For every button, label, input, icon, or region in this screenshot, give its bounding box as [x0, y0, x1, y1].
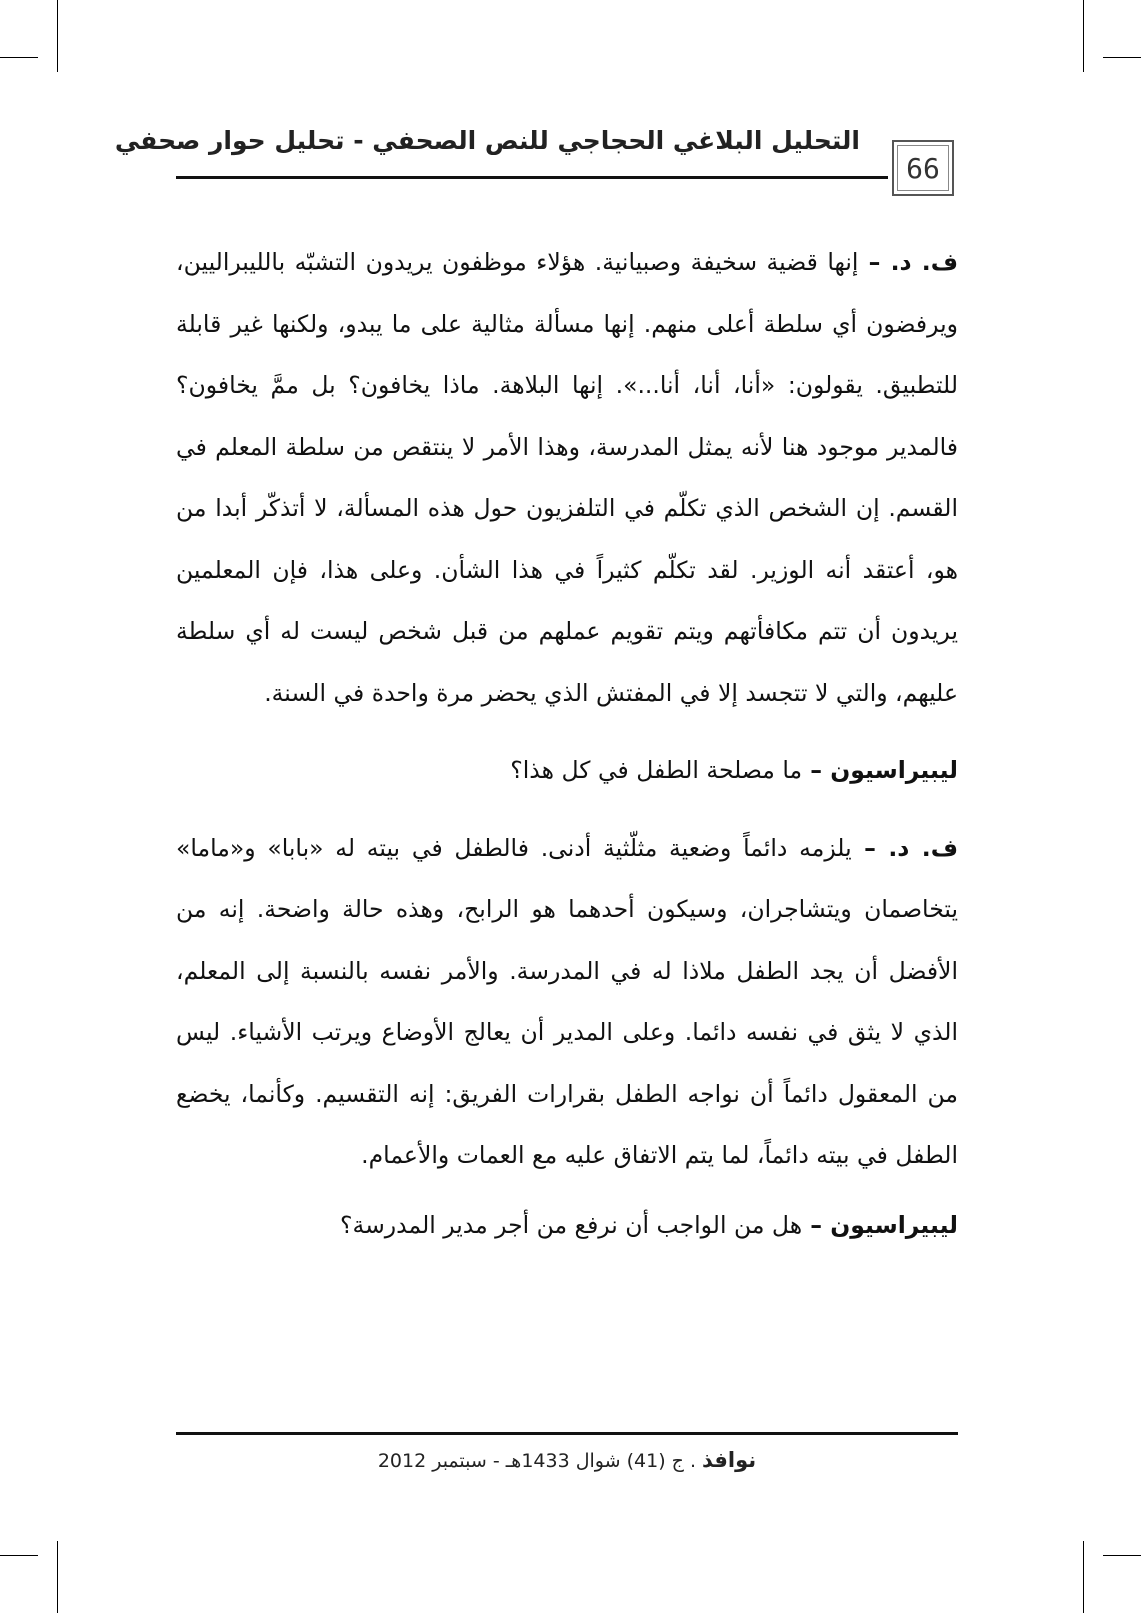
- paragraph-text: هل من الواجب أن نرفع من أجر مدير المدرسة؟: [340, 1210, 803, 1239]
- crop-mark: [0, 1555, 38, 1556]
- paragraph-text: يلزمه دائماً وضعية مثلّثية أدنى. فالطفل في بيته له «بابا» و«ماما» يتخاصمان ويتشاجران، وسيكون أحدهما هو الرابح، وهذه حالة واضحة. إنه من الأفضل أن يجد الطفل ملاذا له في المدرسة. والأمر نفسه بالنسبة إلى المعلم، الذي لا يثق في نفسه دائما. وعلى المدير أن يعالج الأوضاع ويرتب الأشياء. ليس من المعقول دائماً أن نواجه الطفل بقرارات الفريق: إنه التقسيم. وكأنما، يخضع الطفل في بيته دائماً، لما يتم الاتفاق عليه مع العمات والأعمام.: [176, 833, 958, 1169]
- speaker-label: ف. د. –: [858, 248, 958, 276]
- article-body: [176, 232, 958, 1256]
- header-rule: [176, 176, 888, 179]
- crop-mark: [1083, 1541, 1084, 1613]
- interview-answer: [176, 232, 958, 724]
- crop-mark: [1103, 57, 1141, 58]
- crop-mark: [1103, 1555, 1141, 1556]
- interview-question: [176, 740, 958, 802]
- crop-mark: [57, 0, 58, 72]
- crop-mark: [0, 57, 38, 58]
- page-number: 66: [892, 140, 954, 196]
- speaker-label: ف. د. –: [851, 833, 958, 862]
- running-header-title: التحليل البلاغي الحجاجي للنص الصحفي - تحليل حوار صحفي: [114, 126, 860, 155]
- speaker-label: ليبيراسيون –: [802, 1210, 958, 1239]
- journal-brand: نوافذ: [702, 1448, 757, 1472]
- interview-question: [176, 1195, 958, 1257]
- interview-answer: [176, 818, 958, 1187]
- paragraph-text: إنها قضية سخيفة وصبيانية. هؤلاء موظفون يريدون التشبّه بالليبراليين، ويرفضون أي سلطة أعلى منهم. إنها مسألة مثالية على ما يبدو، ولكنها غير قابلة للتطبيق. يقولون: «أنا، أنا، أنا...». إنها البلاهة. ماذا يخافون؟ بل ممَّ يخافون؟ فالمدير موجود هنا لأنه يمثل المدرسة، وهذا الأمر لا ينتقص من سلطة المعلم في القسم. إن الشخص الذي تكلّم في التلفزيون حول هذه المسألة، لا أتذكّر أبدا من هو، أعتقد أنه الوزير. لقد تكلّم كثيراً في هذا الشأن. وعلى هذا، فإن المعلمين يريدون أن تتم مكافأتهم ويتم تقويم عملهم من قبل شخص ليست له أي سلطة عليهم، والتي لا تتجسد إلا في المفتش الذي يحضر مرة واحدة في السنة.: [176, 248, 958, 707]
- footer: [176, 1448, 958, 1472]
- paragraph-text: ما مصلحة الطفل في كل هذا؟: [510, 756, 803, 784]
- footer-rule: [176, 1432, 958, 1435]
- issue-info: . ج (41) شوال 1433هـ - سبتمبر 2012: [377, 1450, 696, 1472]
- crop-mark: [57, 1541, 58, 1613]
- speaker-label: ليبيراسيون –: [802, 756, 958, 784]
- crop-mark: [1083, 0, 1084, 72]
